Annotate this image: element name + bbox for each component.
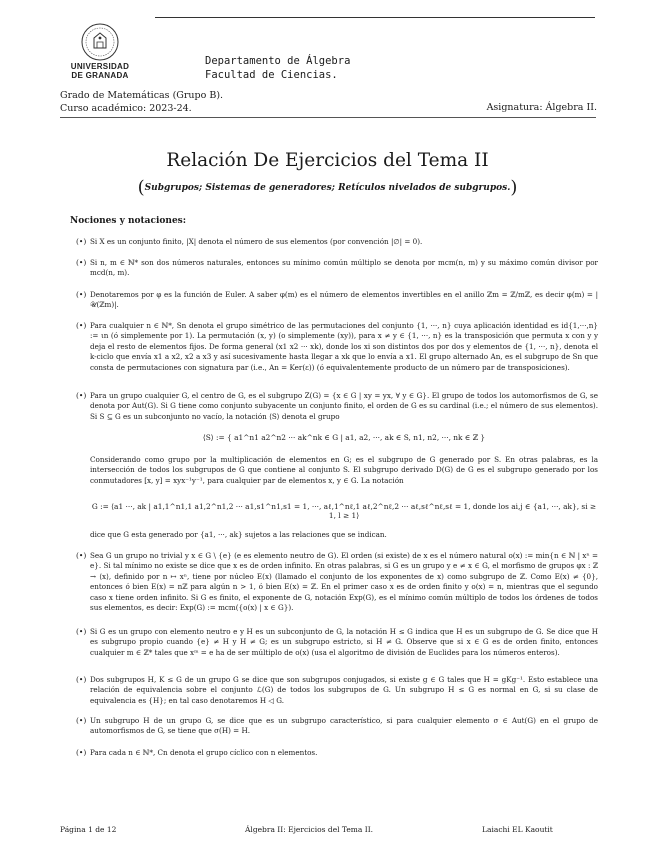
list-item: Para cualquier n ∈ ℕ*, Sn denota el grupo simétrico de las permutaciones del conjunto {1, ···, n} cuya aplicación identidad es id{1,···,n} := ιn (ó simplemente por 1). La permutación (x, y) (o simplemente (xy)), para x ≠ y ∈ {1, ···, n} es la transposición que permuta x con y y deja el resto de elementos fijos. De forma general (x1 x2 ··· xk), donde los xi son distintos dos por dos y elementos de {1, ···, n}, denota el k-ciclo que envía x1 a x2, x2 a x3 y así sucesivamente hasta llegar a xk que lo envía a x1. El grupo alternado An, es el subgrupo de Sn que consta de permutaciones con signatura par (i.e., An = Ker(ε)) (ó equivalentemente producto de un número par de transposiciones). [90,321,598,372]
list-item: Si G es un grupo con elemento neutro e y H es un subconjunto de G, la notación H ≤ G indica que H es un subgrupo de G. Se dice que H es subgrupo propio cuando {e} ≠ H y H ≠ G; es un subgrupo estricto, si H ≠ G. Observe que si x ∈ G es de orden finito, entonces cualquier m ∈ ℤ* tales que xᵐ = e ha de ser múltiplo de o(x) (usa el algoritmo de división de Euclides para los números enteros). [90,627,598,657]
bullet-marker: (•) [76,258,87,267]
page-title: Relación De Ejercicios del Tema II [166,150,489,171]
list-item: Si X es un conjunto finito, |X| denota el número de sus elementos (por convención |∅| = 0). [90,237,423,246]
subject-name: Asignatura: Álgebra II. [486,102,597,113]
list-item-continuation: Considerando como grupo por la multiplicación de elementos en G; es el subgrupo de G generado por S. En otras palabras, es la intersección de todos los subgrupos de G que contiene al conjunto S. El subgrupo derivado D(G) de G es el subgrupo generado por los conmutadores [x, y] = xyx⁻¹y⁻¹, para cualquier par de elementos x, y ∈ G. La notación [90,455,598,485]
bullet-marker: (•) [76,551,87,560]
bullet-marker: (•) [76,627,87,636]
list-item-continuation: dice que G esta generado por {a1, ···, ak} sujetos a las relaciones que se indican. [90,530,387,539]
academic-year: Curso académico: 2023-24. [60,103,192,114]
department-name: Departamento de Álgebra [205,55,351,67]
list-item: Denotaremos por φ es la función de Euler. A saber φ(m) es el número de elementos invertibles en el anillo ℤm = ℤ/mℤ, es decir φ(m) = |𝒰(ℤm)|. [90,290,598,310]
list-item: Un subgrupo H de un grupo G, se dice que es un subgrupo característico, si para cualquier elemento σ ∈ Aut(G) en el grupo de automorfismos de G, se tiene que σ(H) = H. [90,716,598,736]
bullet-marker: (•) [76,391,87,400]
top-rule [155,17,595,18]
footer-author: Laiachi EL Kaoutit [482,825,553,834]
university-name-line1: UNIVERSIDAD [70,62,130,71]
header-divider [60,117,596,118]
bullet-marker: (•) [76,321,87,330]
list-item: Para un grupo cualquier G, el centro de G, es el subgrupo Z(G) = {x ∈ G | xy = yx, ∀ y ∈ G}. El grupo de todos los automorfismos de G, se denota por Aut(G). Si G tiene como conjunto subyacente un conjunto finito, el orden de G es su cardinal (i.e.; el número de sus elementos). Si S ⊆ G es un subconjunto no vacío, la notación ⟨S⟩ denota el grupo [90,391,598,421]
page-number: Página 1 de 12 [60,825,117,834]
faculty-name: Facultad de Ciencias. [205,69,338,81]
degree-line: Grado de Matemáticas (Grupo B). [60,90,224,101]
bullet-marker: (•) [76,237,87,246]
section-heading: Nociones y notaciones: [70,216,187,226]
department-block [205,54,350,82]
university-seal-icon [80,22,120,62]
footer-title: Álgebra II: Ejercicios del Tema II. [245,825,374,834]
university-logo [70,22,130,80]
university-name-line2: DE GRANADA [71,71,129,80]
page-subtitle: (Subgrupos; Sistemas de generadores; Retículos nivelados de subgrupos.) [137,177,518,198]
presentation-formula: G := ⟨a1 ···, ak | a1,1^n1,1 a1,2^n1,2 ··· a1,s1^n1,s1 = 1, ···, aℓ,1^nℓ,1 aℓ,2^nℓ,2 ··· aℓ,sℓ^nℓ,sℓ = 1, donde los ai,j ∈ {a1, ···, ak}, si ≥ 1, l ≥ 1⟩ [91,502,597,520]
bullet-marker: (•) [76,748,87,757]
list-item: Para cada n ∈ ℕ*, Cn denota el grupo cíclico con n elementos. [90,748,318,757]
subtitle-text: Subgrupos; Sistemas de generadores; Retículos nivelados de subgrupos. [144,183,511,193]
generated-subgroup-formula: ⟨S⟩ := { a1^n1 a2^n2 ··· ak^nk ∈ G | a1, a2, ···, ak ∈ S, n1, n2, ···, nk ∈ ℤ } [202,433,486,442]
course-info [60,89,223,115]
bullet-marker: (•) [76,716,87,725]
bullet-marker: (•) [76,290,87,299]
list-item: Si n, m ∈ ℕ* son dos números naturales, entonces su mínimo común múltiplo se denota por mcm(n, m) y su máximo común divisor por mcd(n, m). [90,258,598,278]
list-item: Sea G un grupo no trivial y x ∈ G \ {e} (e es elemento neutro de G). El orden (si existe) de x es el número natural o(x) := min{n ∈ ℕ | xⁿ = e}. Si tal mínimo no existe se dice que x es de orden infinito. En otras palabras, si G es un grupo y e ≠ x ∈ G, el morfismo de grupos φx : ℤ → ⟨x⟩, definido por n ↦ xⁿ, tiene por núcleo E(x) (llamado el conjunto de los exponentes de x) como subgrupo de ℤ. Como E(x) ≠ {0}, entonces ó bien E(x) = nℤ para algún n > 1, ó bien E(x) = ℤ. En el primer caso x es de orden finito y o(x) = n, mientras que el segundo caso x tiene orden infinito. Si G es finito, el exponente de G, notación Exp(G), es el mínimo común múltiplo de todos los órdenes de todos sus elementos, es decir: Exp(G) := mcm({o(x) | x ∈ G}). [90,551,598,613]
list-item: Dos subgrupos H, K ≤ G de un grupo G se dice que son subgrupos conjugados, si existe g ∈ G tales que H = gKg⁻¹. Esto establece una relación de equivalencia sobre el conjunto ℒ(G) de todos los subgrupos de G. Un subgrupo H ≤ G es normal en G, si su clase de equivalencia es {H}; en tal caso denotaremos H ◁ G. [90,675,598,705]
bullet-marker: (•) [76,675,87,684]
